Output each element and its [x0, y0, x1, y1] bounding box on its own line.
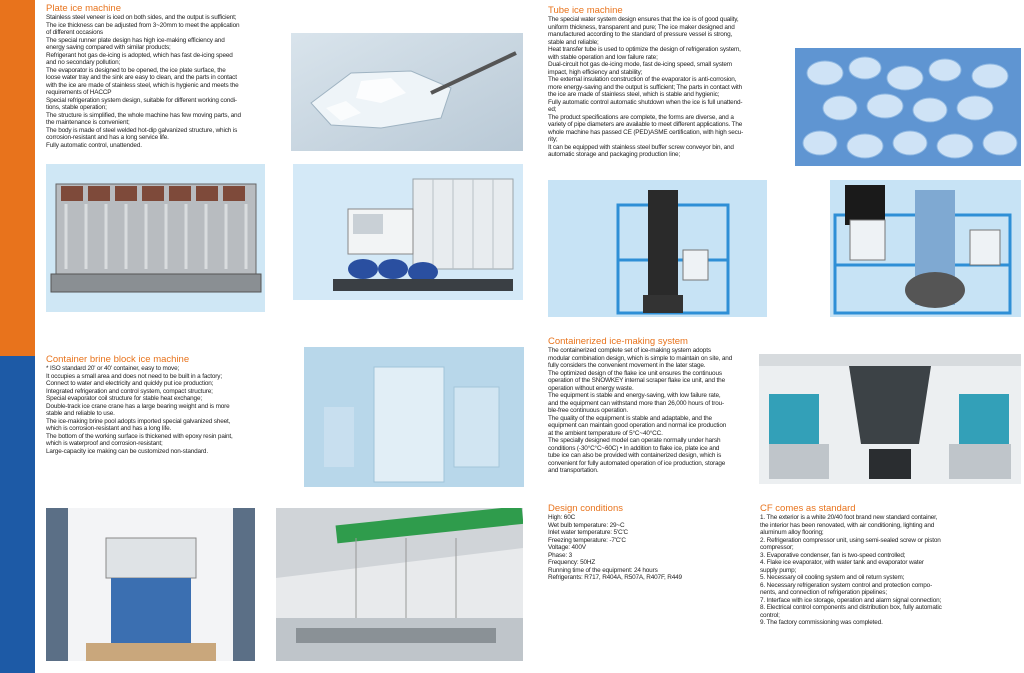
plate-ice-photo [291, 33, 523, 151]
body-line: loose water tray and the sink are easy to clean, and the parts in contact [46, 74, 237, 81]
section-title: Design conditions [548, 503, 623, 514]
body-line: It can be equipped with stainless steel buffer screw conveyor bin, and [548, 143, 734, 151]
body-line: The body is made of steel welded hot-dip galvanized structure, which is [46, 126, 238, 134]
body-line: ed; [548, 106, 557, 113]
body-line: equipment can maintain good operation and normal ice production [548, 422, 727, 429]
body-line: The product specifications are complete, the forms are diverse, and a [548, 113, 734, 121]
body-line: The evaporator is designed to be opened, the ice plate surface, the [46, 66, 226, 74]
body-line: variety of pipe diameters are available to meet different applications. The [548, 121, 743, 128]
body-line: more energy-saving and the output is sufficient; The parts in contact with [548, 83, 742, 91]
tube-ice-section [548, 5, 780, 159]
body-line: The bottom of the working surface is thickened with epoxy resin paint, [46, 432, 233, 440]
body-line: 8. Electrical control components and distribution box, fully automatic [760, 604, 942, 611]
section-body [46, 365, 278, 455]
body-line: control; [760, 611, 780, 619]
ice-plant-crane-photo [276, 508, 523, 661]
body-line: Inlet water temperature: 5'C'C [548, 529, 628, 536]
body-line: manufactured according to the standard of pressure vessel is strong, [548, 31, 733, 38]
body-line: with stable operation and low failure rate; [548, 53, 658, 61]
body-line: 1. The exterior is a white 20/40 foot brand new standard container, [760, 514, 938, 521]
body-line: convenient for fully automated operation of ice production, storage [548, 459, 726, 467]
body-line: * ISO standard 20' or 40' container, easy to move; [46, 365, 180, 372]
body-line: of different occasions [46, 29, 103, 36]
body-line: tions, stable operation; [46, 104, 107, 111]
body-line: the interior has been renovated, with air conditioning, lighting and [760, 521, 935, 529]
body-line: Fully automatic control, unattended. [46, 141, 142, 149]
body-line: at the ambient temperature of 5°C~40°CC. [548, 429, 663, 437]
body-line: Frequency: 50HZ [548, 559, 596, 566]
body-line: It occupies a small area and does not need to be built in a factory; [46, 372, 222, 380]
containerized-section [548, 336, 754, 475]
body-line: Refrigerants: R717, R404A, R507A, R407F, R449 [548, 574, 682, 581]
ice-block-photo [304, 347, 524, 487]
body-line: Special evaporator coil structure for stable heat exchange; [46, 395, 202, 402]
body-line: conditions (-30°C°C~60C) • In addition to flake ice, plate ice and [548, 444, 720, 452]
body-line: uniform thickness, transparent and pure; The ice maker designed and [548, 23, 735, 31]
body-line: the ice are made of stainless steel, which is stable and hygienic; [548, 91, 720, 98]
design-conditions-section [548, 503, 748, 582]
body-line: impact, high efficiency and stability; [548, 68, 643, 76]
body-line: High: 60C [548, 514, 576, 521]
body-line: which is waterproof and corrosion-resistant; [46, 440, 163, 447]
body-line: and the equipment can withstand more than 26,000 hours of trou- [548, 399, 724, 407]
section-title: Plate ice machine [46, 3, 121, 14]
body-line: Fully automatic control automatic shutdown when the ice is full unattend- [548, 98, 743, 106]
left-accent-bar-orange [0, 0, 35, 356]
body-line: Phase: 3 [548, 551, 573, 559]
body-line: tube ice can also be provided with containerized design, which is [548, 452, 722, 459]
body-line: corrosion-resistant and has a long service life. [46, 134, 169, 141]
body-line: stable and reliable; [548, 38, 599, 46]
section-title: Container brine block ice machine [46, 354, 190, 365]
tube-ice-unit-photo [830, 180, 1021, 317]
body-line: operation of the SNOWKEY internal scraper flake ice unit, and the [548, 377, 725, 384]
body-line: which is corrosion-resistant and has a long life. [46, 425, 172, 432]
body-line: and transportation. [548, 467, 599, 474]
body-line: 2. Refrigeration compressor unit, using semi-sealed screw or piston [760, 536, 941, 544]
body-line: Large-capacity ice making can be customized non-standard. [46, 447, 208, 455]
plate-ice-unit-photo [293, 164, 523, 300]
body-line: requirements of HACCP [46, 89, 112, 96]
body-line: Heat transfer tube is used to optimize the design of refrigeration system, [548, 46, 741, 53]
body-line: Integrated refrigeration and control system, compact structure; [46, 387, 213, 395]
body-line: automatic storage and packaging production line; [548, 151, 681, 158]
body-line: The containerized complete set of ice-making system adopts [548, 347, 711, 354]
body-line: The quality of the equipment is stable and adaptable, and the [548, 414, 712, 422]
body-line: with the ice are made of stainless steel, which is hygienic and meets the [46, 81, 239, 89]
body-line: Dual-circuit hot gas de-icing mode, fast de-icing speed, small system [548, 61, 732, 68]
plate-ice-machine-photo [46, 164, 265, 312]
body-line: fully considers the convenient movement in the later stage. [548, 362, 706, 369]
body-line: Running time of the equipment: 24 hours [548, 566, 658, 574]
section-body [760, 514, 972, 627]
section-body [548, 514, 748, 582]
body-line: 6. Necessary refrigeration system control and protection compo- [760, 581, 933, 589]
body-line: supply pump; [760, 566, 797, 574]
body-line: Voltage: 400V [548, 544, 586, 551]
body-line: rity; [548, 136, 558, 143]
body-line: The external insulation construction of the evaporator is anti-corrosion, [548, 76, 737, 83]
plate-ice-section [46, 3, 278, 149]
containerized-interior-photo [759, 354, 1021, 484]
body-line: stable and reliable to use. [46, 410, 115, 417]
body-line: compressor; [760, 544, 794, 551]
body-line: 9. The factory commissioning was completed. [760, 619, 883, 626]
body-line: 5. Necessary oil cooling system and oil return system; [760, 574, 905, 581]
body-line: Special refrigeration system design, suitable for different working condi- [46, 96, 237, 104]
body-line: The ice thickness can be adjusted from 3~20mm to meet the application [46, 21, 240, 29]
tube-ice-photo [795, 48, 1021, 166]
brine-block-section [46, 354, 278, 455]
body-line: Stainless steel veneer is iced on both sides, and the output is sufficient; [46, 14, 237, 21]
body-line: nents, and connection of refrigeration pipelines; [760, 589, 887, 596]
body-line: The structure is simplified, the whole machine has few moving parts, and [46, 111, 241, 119]
section-title: CF comes as standard [760, 503, 856, 514]
section-body [548, 347, 754, 475]
body-line: The ice-making brine pool adopts imported special galvanized sheet, [46, 417, 231, 425]
body-line: operation without energy waste. [548, 384, 634, 392]
body-line: The equipment is stable and energy-saving, with low failure rate, [548, 392, 721, 399]
body-line: whole machine has passed CE (PED)ASME certification, with high secu- [548, 128, 744, 136]
body-line: Connect to water and electricity and quickly put ice production; [46, 380, 214, 387]
body-line: the maintenance is convenient; [46, 119, 130, 126]
section-body [46, 14, 278, 149]
body-line: 7. Interface with ice storage, operation and alarm signal connection; [760, 596, 942, 604]
body-line: energy saving compared with similar products; [46, 44, 171, 51]
left-accent-bar-blue [0, 356, 35, 673]
cf-standard-section [760, 503, 972, 627]
body-line: The special runner plate design has high ice-making efficiency and [46, 36, 225, 44]
container-brine-interior-photo [46, 508, 255, 661]
section-title: Tube ice machine [548, 5, 623, 16]
section-body [548, 16, 780, 159]
body-line: The specially designed model can operate normally under harsh [548, 437, 721, 444]
body-line: The optimized design of the flake ice unit ensures the continuous [548, 369, 722, 377]
body-line: modular combination design, which is simple to maintain on site, and [548, 354, 733, 362]
body-line: aluminum alloy flooring; [760, 529, 824, 536]
body-line: 4. Flake ice evaporator, with water tank and evaporator water [760, 559, 924, 566]
body-line: 3. Evaporative condenser, fan is two-speed controlled; [760, 551, 906, 559]
section-title: Containerized ice-making system [548, 336, 688, 347]
body-line: Freezing temperature: -7'C'C [548, 536, 626, 544]
body-line: Wet bulb temperature: 29~C [548, 521, 625, 529]
body-line: The special water system design ensures that the ice is of good quality, [548, 16, 739, 23]
body-line: Double-track ice crane crane has a large bearing weight and is more [46, 402, 230, 410]
tube-ice-machine-photo [548, 180, 767, 317]
body-line: and no secondary pollution; [46, 59, 121, 66]
body-line: ble-free continuous operation. [548, 407, 629, 414]
body-line: Refrigerant hot gas de-icing is adopted, which has fast de-icing speed [46, 51, 233, 59]
